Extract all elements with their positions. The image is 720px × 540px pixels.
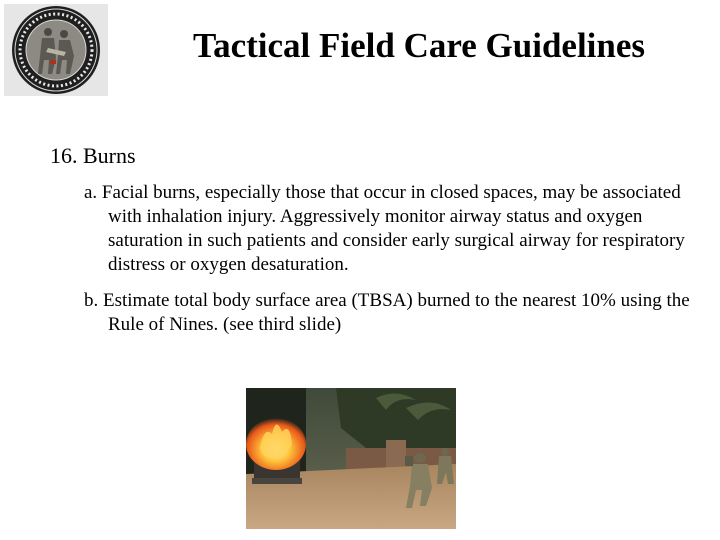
list-item: b. Estimate total body surface area (TBSA) burned to the nearest 10% using the Rule of Nines. (see third slide) [84, 290, 690, 335]
section-heading: 16. Burns [50, 143, 136, 168]
tccc-seal-icon [4, 4, 108, 96]
list-item: a. Facial burns, especially those that occur in closed spaces, may be associated with inhalation injury. Aggressively monitor airway status and oxygen saturation in such patients and consider early surgical airway for respiratory distress or oxygen desaturation. [84, 182, 685, 275]
burning-vehicle-icon [246, 388, 456, 529]
slide-title: Tactical Field Care Guidelines [192, 26, 646, 65]
tccc-seal-logo [4, 4, 108, 96]
burning-vehicle-photo [246, 388, 456, 529]
